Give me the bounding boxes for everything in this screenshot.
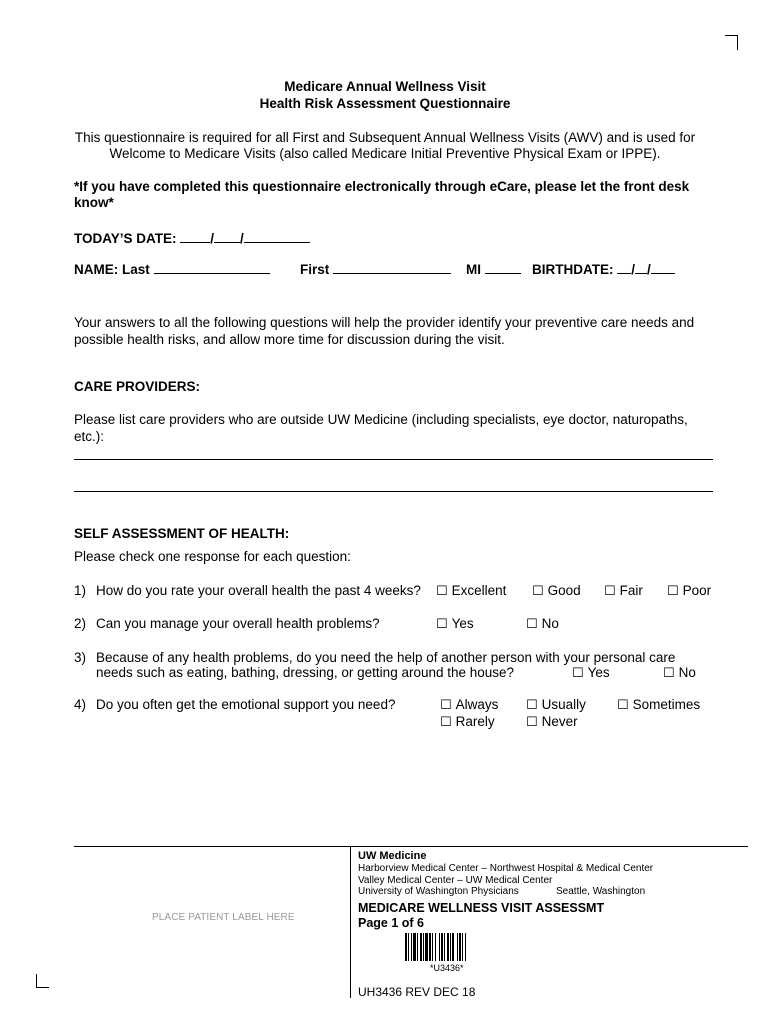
ecare-note-line-1: *If you have completed this questionnaire electronically through eCare, please let the front desk xyxy=(74,179,690,194)
footer-page-number: Page 1 of 6 xyxy=(358,916,424,930)
option-rarely[interactable] xyxy=(440,714,495,730)
date-year-field[interactable] xyxy=(244,229,310,243)
birth-day-field[interactable] xyxy=(635,260,647,274)
explanation-line-2: possible health risks, and allow more time for discussion during the visit. xyxy=(74,332,505,347)
option-label: Fair xyxy=(619,583,643,598)
option-never[interactable] xyxy=(526,714,578,730)
birthdate-separator: / xyxy=(631,262,636,277)
question-3-text-line-2: needs such as eating, bathing, dressing, or getting around the house? xyxy=(96,665,515,680)
question-2-text: Can you manage your overall health problems? xyxy=(96,616,380,631)
date-separator: / xyxy=(210,231,215,246)
self-assessment-instruction: Please check one response for each question: xyxy=(74,549,351,564)
option-yes[interactable] xyxy=(436,616,474,632)
todays-date-row xyxy=(74,229,310,246)
care-providers-prompt-line-1: Please list care providers who are outside UW Medicine (including specialists, eye doctor, naturopaths, xyxy=(74,412,688,427)
footer-city: Seattle, Washington xyxy=(556,886,646,897)
option-label: Yes xyxy=(587,665,610,680)
last-name-label: NAME: Last xyxy=(74,262,150,277)
question-4-number: 4) xyxy=(74,697,87,712)
date-separator: / xyxy=(240,231,244,246)
question-4-text: Do you often get the emotional support you need? xyxy=(96,697,396,712)
checkbox-icon[interactable]: ☐ xyxy=(667,583,679,598)
checkbox-icon[interactable]: ☐ xyxy=(604,583,616,598)
barcode-bar xyxy=(466,933,468,961)
patient-label-placeholder: PLACE PATIENT LABEL HERE xyxy=(152,912,295,923)
birth-year-field[interactable] xyxy=(651,260,675,274)
care-providers-prompt-line-2: etc.): xyxy=(74,429,105,444)
care-providers-answer-line[interactable] xyxy=(74,459,713,460)
form-title-line-2: Health Risk Assessment Questionnaire xyxy=(259,96,511,111)
option-label: Good xyxy=(547,583,581,598)
care-providers-answer-line[interactable] xyxy=(74,491,713,492)
footer-site-line-1: Harborview Medical Center – Northwest Hospital & Medical Center xyxy=(358,863,654,874)
date-month-field[interactable] xyxy=(180,229,210,243)
intro-line-1: This questionnaire is required for all First and Subsequent Annual Wellness Visits (AWV) and is used for xyxy=(74,130,696,145)
birthdate-label: BIRTHDATE: xyxy=(532,262,614,277)
self-assessment-heading: SELF ASSESSMENT OF HEALTH: xyxy=(74,526,290,541)
checkbox-icon[interactable]: ☐ xyxy=(617,697,629,712)
first-name-group xyxy=(300,260,451,277)
option-label: Excellent xyxy=(451,583,507,598)
option-label: Poor xyxy=(682,583,712,598)
crop-mark-bottom-left xyxy=(36,974,49,988)
first-name-label: First xyxy=(300,262,330,277)
question-1-number: 1) xyxy=(74,583,87,598)
footer-site-line-3: University of Washington Physicians xyxy=(358,886,519,897)
birthdate-group xyxy=(532,260,675,277)
todays-date-label: TODAY’S DATE: xyxy=(74,231,177,246)
checkbox-icon[interactable]: ☐ xyxy=(526,714,538,729)
checkbox-icon[interactable]: ☐ xyxy=(526,697,538,712)
option-usually[interactable] xyxy=(526,697,586,713)
question-2-number: 2) xyxy=(74,616,87,631)
option-good[interactable] xyxy=(532,583,581,599)
option-no[interactable] xyxy=(663,665,696,681)
mi-label: MI xyxy=(466,262,481,277)
option-fair[interactable] xyxy=(604,583,643,599)
checkbox-icon[interactable]: ☐ xyxy=(572,665,584,680)
question-1-text: How do you rate your overall health the past 4 weeks? xyxy=(96,583,421,598)
explanation-line-1: Your answers to all the following questions will help the provider identify your preventive care needs and xyxy=(74,315,695,330)
checkbox-icon[interactable]: ☐ xyxy=(663,665,675,680)
option-label: Never xyxy=(541,714,578,729)
care-providers-heading: CARE PROVIDERS: xyxy=(74,379,201,394)
option-label: Sometimes xyxy=(632,697,701,712)
ecare-note-line-2: know* xyxy=(74,195,114,210)
checkbox-icon[interactable]: ☐ xyxy=(436,583,448,598)
option-excellent[interactable] xyxy=(436,583,506,599)
footer-divider xyxy=(350,846,351,998)
first-name-field[interactable] xyxy=(333,260,451,274)
checkbox-icon[interactable]: ☐ xyxy=(526,616,538,631)
option-label: Yes xyxy=(451,616,474,631)
mi-field[interactable] xyxy=(485,260,521,274)
birthdate-separator: / xyxy=(647,262,651,277)
footer-site-line-2: Valley Medical Center – UW Medical Center xyxy=(358,875,553,886)
birth-month-field[interactable] xyxy=(617,260,631,274)
footer-org: UW Medicine xyxy=(358,850,427,862)
option-sometimes[interactable] xyxy=(617,697,700,713)
form-title-line-1: Medicare Annual Wellness Visit xyxy=(284,79,486,94)
option-label: No xyxy=(541,616,559,631)
footer-rule xyxy=(74,846,748,847)
option-label: Always xyxy=(455,697,499,712)
intro-line-2: Welcome to Medicare Visits (also called Medicare Initial Preventive Physical Exam or IPPE). xyxy=(109,146,661,161)
footer-revision: UH3436 REV DEC 18 xyxy=(358,985,476,999)
question-3-text-line-1: Because of any health problems, do you need the help of another person with your personal care xyxy=(96,650,676,665)
footer-form-title: MEDICARE WELLNESS VISIT ASSESSMT xyxy=(358,901,605,915)
option-label: No xyxy=(678,665,696,680)
checkbox-icon[interactable]: ☐ xyxy=(440,714,452,729)
crop-mark-top-right xyxy=(725,35,738,50)
option-no[interactable] xyxy=(526,616,559,632)
last-name-field[interactable] xyxy=(154,260,270,274)
question-3-number: 3) xyxy=(74,650,87,665)
checkbox-icon[interactable]: ☐ xyxy=(440,697,452,712)
option-label: Rarely xyxy=(455,714,495,729)
checkbox-icon[interactable]: ☐ xyxy=(532,583,544,598)
option-always[interactable] xyxy=(440,697,498,713)
option-poor[interactable] xyxy=(667,583,711,599)
mi-group xyxy=(466,260,521,277)
name-row xyxy=(74,260,270,277)
checkbox-icon[interactable]: ☐ xyxy=(436,616,448,631)
barcode xyxy=(405,933,489,961)
date-day-field[interactable] xyxy=(214,229,240,243)
option-yes[interactable] xyxy=(572,665,610,681)
barcode-text: *U3436* xyxy=(430,963,464,973)
option-label: Usually xyxy=(541,697,586,712)
